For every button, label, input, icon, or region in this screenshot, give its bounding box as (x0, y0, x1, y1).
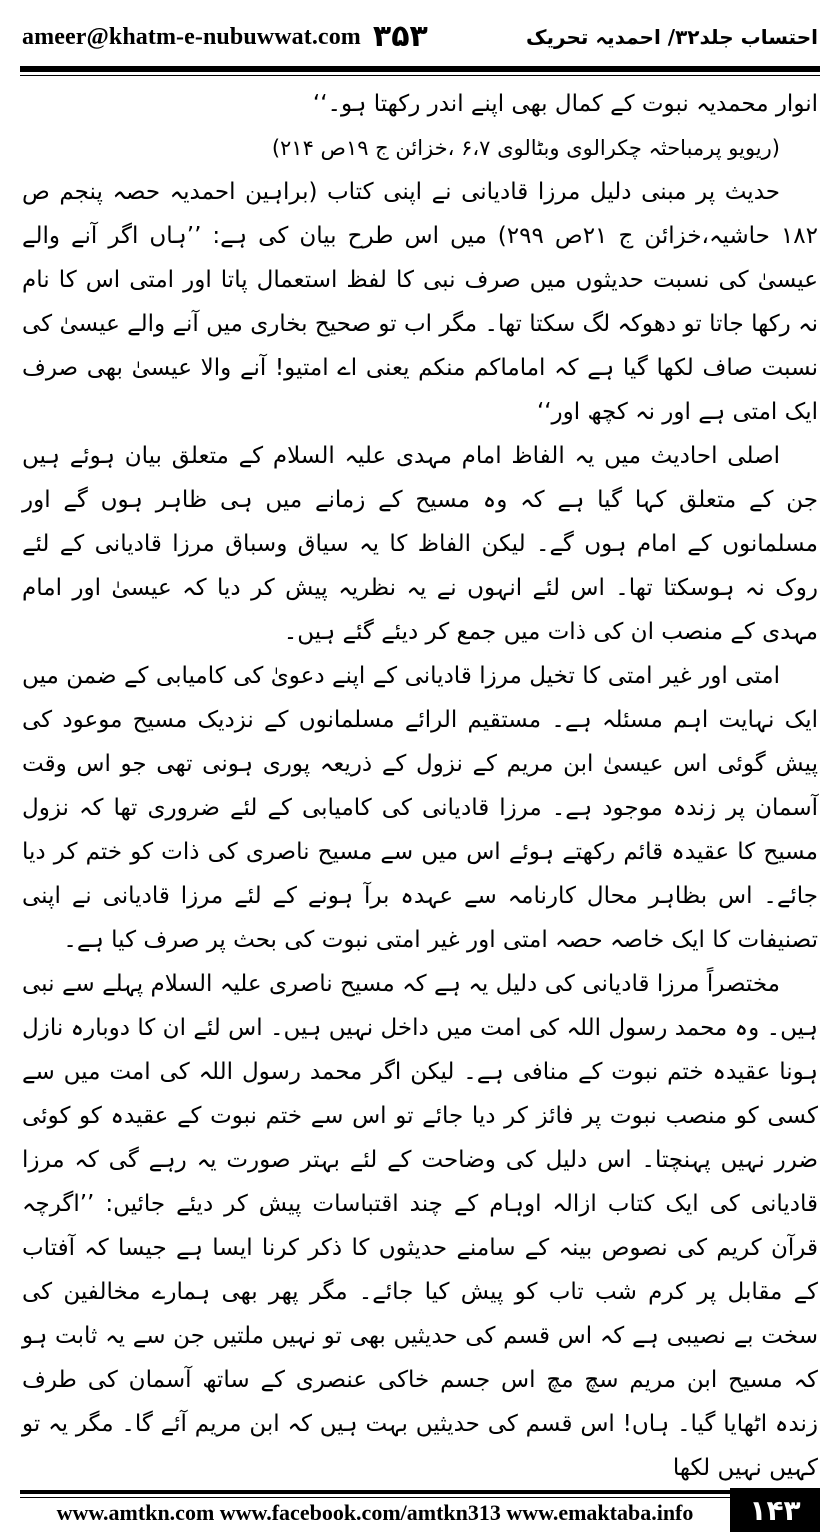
footer-page-number: ۱۴۳ (730, 1488, 820, 1532)
paragraph-ummati-concept: امتی اور غیر امتی کا تخیل مرزا قادیانی کے اپنے دعویٰ کی کامیابی کے ضمن میں ایک نہایت اہم مسئلہ ہے۔ مستقیم الرائے مسلمانوں کے نزدیک مسیح موعود کی پیش گوئی اس عیسیٰ ابن مریم کے نزول کے ذریعہ پوری ہونی تھی جو اس وقت آسمان پر زندہ موجود ہے۔ مرزا قادیانی کی کامیابی کے لئے ضروری تھا کہ نزول مسیح کا عقیدہ قائم رکھتے ہوئے اس میں سے مسیح ناصری کی ذات کو ختم کر دیا جائے۔ اس بظاہر محال کارنامہ سے عہدہ برآ ہونے کے لئے مرزا قادیانی نے اپنی تصنیفات کا ایک خاصہ حصہ امتی اور غیر امتی نبوت کی بحث پر صرف کیا ہے۔ (22, 663, 818, 953)
paragraph-citation: (ریویو پرمباحثہ چکرالوی وبٹالوی ۶،۷ ،خزائن ج ۱۹ص ۲۱۴) (271, 136, 780, 160)
page-footer (20, 1488, 820, 1532)
paragraph-hadith-argument: حدیث پر مبنی دلیل مرزا قادیانی نے اپنی کتاب (براہین احمدیہ حصہ پنجم ص ۱۸۲ حاشیہ،خزائن ج ۲۱ص ۲۹۹) میں اس طرح بیان کی ہے: ’’ہاں اگر آنے والے عیسیٰ کی نسبت حدیثوں میں صرف نبی کا لفظ استعمال پاتا اور امتی اس کا نام نہ رکھا جاتا تو دھوکہ لگ سکتا تھا۔ مگر اب تو صحیح بخاری میں آنے والے عیسیٰ کی نسبت صاف لکھا گیا ہے کہ اماماکم منکم یعنی اے امتیو! آنے والا عیسیٰ بھی صرف ایک امتی ہے اور نہ کچھ اور‘‘ (22, 179, 818, 425)
header-left (22, 19, 428, 54)
footer-rule-thin (20, 1497, 730, 1498)
page-header (22, 14, 818, 60)
header-email: ameer@khatm-e-nubuwwat.com (22, 23, 361, 50)
footer-links-area (20, 1488, 730, 1532)
footer-links[interactable]: www.amtkn.com www.facebook.com/amtkn313 www.emaktaba.info (56, 1500, 694, 1525)
footer-rule-thick (20, 1490, 730, 1494)
header-page-number: ۳۵۳ (372, 19, 428, 54)
header-rule-thick (20, 66, 820, 72)
paragraph-quote-end: انوار محمدیہ نبوت کے کمال بھی اپنے اندر رکھتا ہو۔‘‘ (312, 91, 818, 117)
page-body (22, 82, 818, 1481)
header-rule-thin (20, 75, 820, 76)
paragraph-original-hadith: اصلی احادیث میں یہ الفاظ امام مہدی علیہ السلام کے متعلق بیان ہوئے ہیں جن کے متعلق کہا گیا ہے کہ وہ مسیح کے زمانے میں ہی ظاہر ہوں گے اور مسلمانوں کے امام ہوں گے۔ لیکن الفاظ کا یہ سیاق وسباق مرزا قادیانی کے لئے روک نہ ہوسکتا تھا۔ اس لئے انہوں نے یہ نظریہ پیش کر دیا کہ عیسیٰ اور امام مہدی کے منصب ان کی ذات میں جمع کر دیئے گئے ہیں۔ (22, 443, 818, 645)
paragraph-summary-argument: مختصراً مرزا قادیانی کی دلیل یہ ہے کہ مسیح ناصری علیہ السلام پہلے سے نبی ہیں۔ وہ محمد رسول اللہ کی امت میں داخل نہیں ہیں۔ اس لئے ان کا دوبارہ نازل ہونا عقیدہ ختم نبوت کے منافی ہے۔ لیکن اگر محمد رسول اللہ کی امت میں سے کسی کو منصب نبوت پر فائز کر دیا جائے تو اس سے ختم نبوت کے عقیدہ کو کوئی ضرر نہیں پہنچتا۔ اس دلیل کی وضاحت کے لئے بہتر صورت یہ رہے گی کہ مرزا قادیانی کی ایک کتاب ازالہ اوہام کے چند اقتباسات پیش کر دیئے جائیں: ’’اگرچہ قرآن کریم کی نصوص بینہ کے سامنے حدیثوں کا ذکر کرنا ایسا ہے جیسا کہ آفتاب کے مقابل پر کرم شب تاب کو پیش کیا جائے۔ مگر پھر بھی ہمارے مخالفین کی سخت بے نصیبی ہے کہ اس قسم کی حدیثیں بھی تو نہیں ملتیں جن سے یہ ثابت ہو کہ مسیح ابن مریم سچ مچ اس جسم خاکی عنصری کے ساتھ آسمان کی طرف زندہ اٹھایا گیا۔ ہاں! اس قسم کی حدیثیں بہت ہیں کہ ابن مریم آئے گا۔ مگر یہ تو کہیں نہیں لکھا (22, 971, 818, 1481)
running-title: احتساب جلد۳۲/ احمدیہ تحریک (526, 25, 818, 49)
